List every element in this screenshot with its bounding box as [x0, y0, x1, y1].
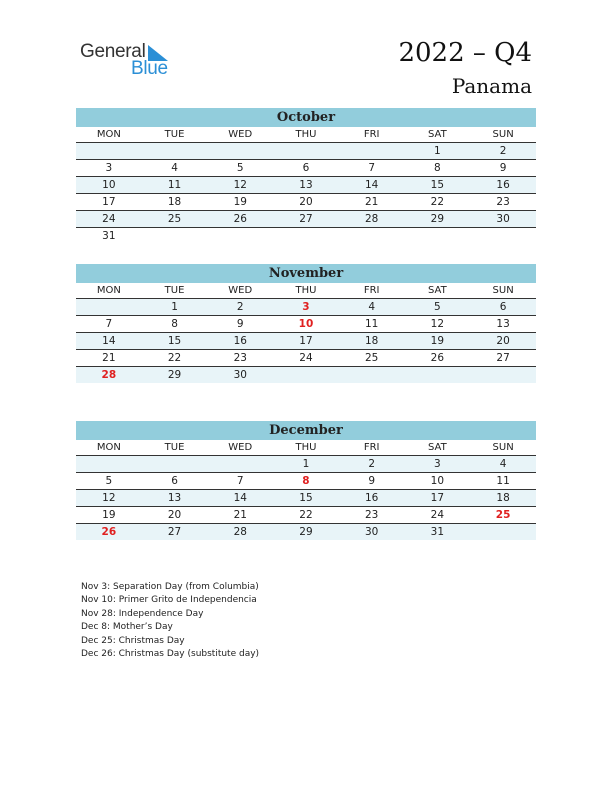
week-row: [76, 473, 536, 490]
day-cell: 7: [207, 473, 273, 490]
day-cell: 25: [470, 507, 536, 524]
day-cell: 20: [273, 194, 339, 211]
day-cell: 20: [142, 507, 208, 524]
day-cell: 18: [470, 490, 536, 507]
day-cell: 2: [470, 143, 536, 160]
day-cell: 14: [76, 333, 142, 350]
weekday-label: THU: [273, 440, 339, 456]
day-cell: 15: [142, 333, 208, 350]
day-cell: [273, 228, 339, 245]
day-cell: 11: [470, 473, 536, 490]
holiday-note: Dec 8: Mother’s Day: [81, 622, 173, 633]
day-cell: 7: [76, 316, 142, 333]
week-row: [76, 160, 536, 177]
day-cell: 10: [273, 316, 339, 333]
day-cell: 6: [142, 473, 208, 490]
day-cell: [339, 367, 405, 384]
weekday-row: [76, 283, 536, 299]
weekday-label: FRI: [339, 283, 405, 299]
day-cell: 28: [76, 367, 142, 384]
day-cell: 26: [207, 211, 273, 228]
holiday-notes: [81, 581, 259, 661]
week-row: [76, 299, 536, 316]
day-cell: 28: [339, 211, 405, 228]
page-title: 2022 – Q4: [398, 38, 532, 68]
day-cell: 9: [207, 316, 273, 333]
day-cell: 24: [405, 507, 471, 524]
day-cell: 30: [339, 524, 405, 541]
day-cell: 19: [405, 333, 471, 350]
holiday-note: Nov 3: Separation Day (from Columbia): [81, 582, 259, 592]
weekday-label: SAT: [405, 127, 471, 143]
weekday-label: THU: [273, 283, 339, 299]
day-cell: 6: [470, 299, 536, 316]
day-cell: 17: [76, 194, 142, 211]
weekday-label: SUN: [470, 440, 536, 456]
day-cell: 30: [207, 367, 273, 384]
day-cell: 26: [76, 524, 142, 541]
month-grid: [76, 127, 536, 244]
day-cell: 10: [76, 177, 142, 194]
day-cell: 25: [339, 350, 405, 367]
weekday-label: SAT: [405, 283, 471, 299]
day-cell: 8: [405, 160, 471, 177]
day-cell: 1: [273, 456, 339, 473]
day-cell: 11: [142, 177, 208, 194]
weekday-label: TUE: [142, 127, 208, 143]
month-name: October: [76, 108, 536, 127]
month-grid: [76, 440, 536, 540]
day-cell: 1: [142, 299, 208, 316]
day-cell: 4: [470, 456, 536, 473]
day-cell: 21: [76, 350, 142, 367]
weekday-label: SUN: [470, 127, 536, 143]
day-cell: 18: [142, 194, 208, 211]
day-cell: 14: [207, 490, 273, 507]
week-row: [76, 177, 536, 194]
day-cell: 23: [339, 507, 405, 524]
day-cell: 30: [470, 211, 536, 228]
day-cell: 16: [470, 177, 536, 194]
weekday-label: SUN: [470, 283, 536, 299]
day-cell: 5: [405, 299, 471, 316]
day-cell: 17: [273, 333, 339, 350]
week-row: [76, 194, 536, 211]
day-cell: 12: [76, 490, 142, 507]
day-cell: 21: [207, 507, 273, 524]
weekday-label: WED: [207, 283, 273, 299]
day-cell: 6: [273, 160, 339, 177]
day-cell: 19: [76, 507, 142, 524]
day-cell: [339, 143, 405, 160]
day-cell: 31: [102, 230, 116, 242]
day-cell: 13: [470, 316, 536, 333]
day-cell: 12: [405, 316, 471, 333]
week-row: [76, 350, 536, 367]
day-cell: 11: [339, 316, 405, 333]
month-october: [76, 108, 536, 244]
holiday-note: Nov 10: Primer Grito de Independencia: [81, 595, 257, 606]
day-cell: [339, 228, 405, 245]
holiday-note: Nov 28: Independence Day: [81, 608, 204, 619]
day-cell: 31: [405, 524, 471, 541]
day-cell: 8: [142, 316, 208, 333]
day-cell: 3: [76, 160, 142, 177]
day-cell: [76, 143, 142, 160]
week-row: [76, 490, 536, 507]
holiday-note: Dec 25: Christmas Day: [81, 635, 185, 646]
weekday-label: TUE: [142, 440, 208, 456]
week-row: [76, 456, 536, 473]
week-row: [76, 316, 536, 333]
day-cell: [76, 456, 142, 473]
weekday-label: FRI: [339, 440, 405, 456]
day-cell: [207, 228, 273, 245]
weekday-label: MON: [76, 440, 142, 456]
day-cell: 29: [273, 524, 339, 541]
day-cell: 15: [273, 490, 339, 507]
day-cell: 13: [273, 177, 339, 194]
logo-word-general: General: [80, 41, 146, 62]
day-cell: [142, 228, 208, 245]
day-cell: 4: [142, 160, 208, 177]
weekday-label: MON: [76, 283, 142, 299]
logo-word-blue: Blue: [131, 58, 168, 79]
weekday-label: MON: [76, 127, 142, 143]
month-name: December: [76, 421, 536, 440]
week-row: [76, 507, 536, 524]
weekday-label: FRI: [339, 127, 405, 143]
day-cell: 25: [142, 211, 208, 228]
week-row: [76, 211, 536, 228]
day-cell: 8: [273, 473, 339, 490]
month-december: [76, 421, 536, 540]
day-cell: 22: [273, 507, 339, 524]
day-cell: [405, 367, 471, 384]
day-cell: 22: [142, 350, 208, 367]
day-cell: 9: [470, 160, 536, 177]
day-cell: 22: [405, 194, 471, 211]
day-cell: [470, 228, 536, 245]
day-cell: 26: [405, 350, 471, 367]
week-row: [76, 228, 536, 245]
weekday-row: [76, 127, 536, 143]
day-cell: [273, 367, 339, 384]
day-cell: 27: [142, 524, 208, 541]
day-cell: 3: [405, 456, 471, 473]
day-cell: 1: [405, 143, 471, 160]
day-cell: 14: [339, 177, 405, 194]
day-cell: 17: [405, 490, 471, 507]
day-cell: [273, 143, 339, 160]
weekday-label: WED: [207, 440, 273, 456]
day-cell: 24: [273, 350, 339, 367]
day-cell: [470, 367, 536, 384]
day-cell: 12: [207, 177, 273, 194]
day-cell: 5: [207, 160, 273, 177]
day-cell: [207, 143, 273, 160]
day-cell: [405, 228, 471, 245]
day-cell: 13: [142, 490, 208, 507]
month-grid: [76, 283, 536, 383]
logo: [80, 41, 180, 81]
day-cell: [470, 524, 536, 541]
day-cell: 2: [207, 299, 273, 316]
day-cell: 15: [405, 177, 471, 194]
day-cell: 16: [339, 490, 405, 507]
weekday-label: TUE: [142, 283, 208, 299]
day-cell: [207, 456, 273, 473]
holiday-note: Dec 26: Christmas Day (substitute day): [81, 649, 260, 660]
day-cell: [76, 299, 142, 316]
weekday-label: THU: [273, 127, 339, 143]
day-cell: 19: [207, 194, 273, 211]
day-cell: 23: [207, 350, 273, 367]
day-cell: 23: [470, 194, 536, 211]
weekday-label: SAT: [405, 440, 471, 456]
day-cell: 7: [339, 160, 405, 177]
weekday-label: WED: [207, 127, 273, 143]
day-cell: 29: [142, 367, 208, 384]
day-cell: 28: [207, 524, 273, 541]
day-cell: 9: [339, 473, 405, 490]
day-cell: 27: [273, 211, 339, 228]
day-cell: [142, 143, 208, 160]
day-cell: 4: [339, 299, 405, 316]
country-name: Panama: [451, 74, 532, 98]
week-row: [76, 333, 536, 350]
day-cell: 2: [339, 456, 405, 473]
day-cell: 20: [470, 333, 536, 350]
day-cell: 21: [339, 194, 405, 211]
week-row: [76, 524, 536, 541]
day-cell: 5: [76, 473, 142, 490]
day-cell: 3: [273, 299, 339, 316]
day-cell: [142, 456, 208, 473]
day-cell: 10: [405, 473, 471, 490]
day-cell: 16: [207, 333, 273, 350]
month-november: [76, 264, 536, 383]
week-row: [76, 143, 536, 160]
day-cell: 24: [76, 211, 142, 228]
day-cell: 29: [405, 211, 471, 228]
weekday-row: [76, 440, 536, 456]
day-cell: 18: [339, 333, 405, 350]
month-name: November: [76, 264, 536, 283]
week-row: [76, 367, 536, 384]
day-cell: 27: [470, 350, 536, 367]
